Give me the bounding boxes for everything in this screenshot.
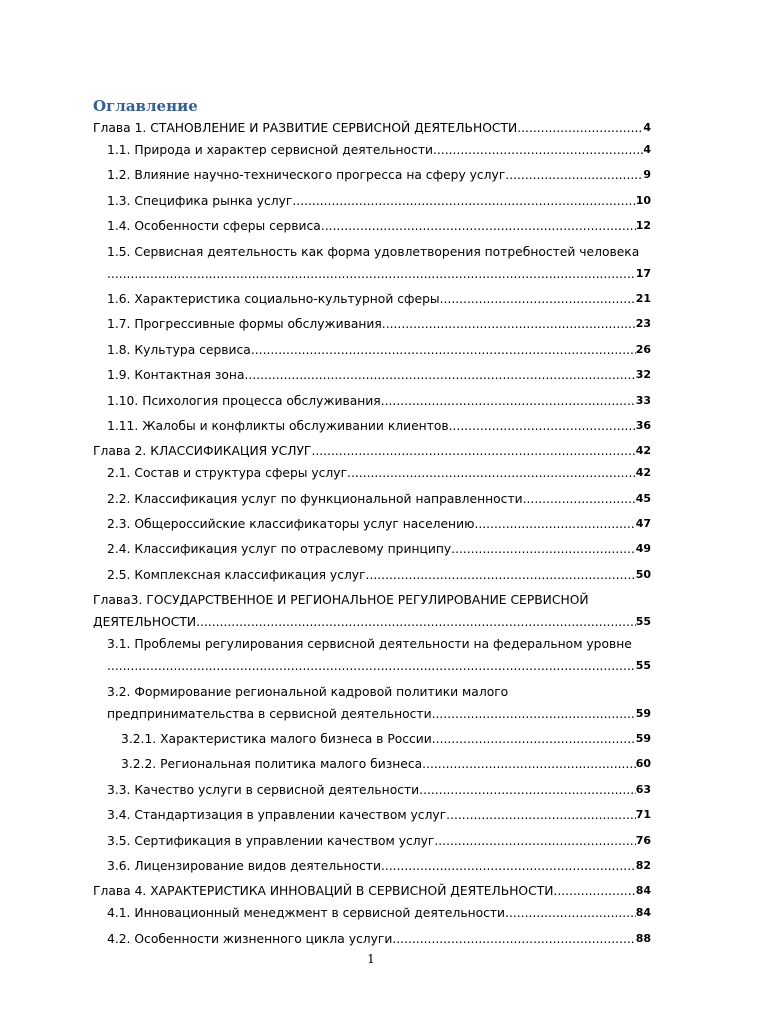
dot-leader xyxy=(553,880,635,902)
toc-entry-text: Глава 4. ХАРАКТЕРИСТИКА ИННОВАЦИЙ В СЕРВИСНОЙ ДЕЯТЕЛЬНОСТИ xyxy=(93,884,554,899)
toc-entry[interactable] xyxy=(107,513,651,535)
toc-entry[interactable] xyxy=(107,564,651,586)
toc-page-number: 10 xyxy=(635,193,651,207)
toc-entry[interactable] xyxy=(93,440,651,462)
toc-entry-text: ДЕЯТЕЛЬНОСТИ xyxy=(93,615,197,630)
toc-entry-text: 3.2.1. Характеристика малого бизнеса в России xyxy=(121,732,432,747)
toc-entry[interactable] xyxy=(107,830,651,852)
toc-entry-text: 1.9. Контактная зона xyxy=(107,368,245,383)
toc-page-number: 26 xyxy=(635,342,651,356)
toc-entry-line: Глава3. ГОСУДАРСТВЕННОЕ И РЕГИОНАЛЬНОЕ РЕГУЛИРОВАНИЕ СЕРВИСНОЙ xyxy=(93,593,589,608)
dot-leader xyxy=(432,728,636,750)
toc-entry[interactable] xyxy=(107,364,651,386)
toc-entry-text: 1.4. Особенности сферы сервиса xyxy=(107,219,321,234)
toc-entry-text: предпринимательства в сервисной деятельности xyxy=(107,706,432,721)
toc-entry[interactable] xyxy=(107,139,651,161)
dot-leader xyxy=(432,703,636,725)
toc-entry[interactable] xyxy=(93,117,651,139)
toc-entry[interactable] xyxy=(107,928,651,950)
toc-entry[interactable] xyxy=(107,779,651,801)
page-number: 1 xyxy=(367,952,375,966)
toc-entry-text: 1.8. Культура сервиса xyxy=(107,342,251,357)
toc-page-number: 50 xyxy=(635,567,651,581)
toc-page-number: 63 xyxy=(635,782,651,796)
toc-entry[interactable] xyxy=(107,190,651,212)
toc-entry-text: 4.1. Инновационный менеджмент в сервисной деятельности xyxy=(107,906,506,921)
toc-entry-text: 1.3. Специфика рынка услуг xyxy=(107,193,293,208)
toc-page-number: 59 xyxy=(635,732,651,746)
toc-entry-text: 3.2.2. Региональная политика малого бизнеса xyxy=(121,757,423,772)
toc-page-number: 42 xyxy=(635,466,651,480)
toc-entry-text: 3.3. Качество услуги в сервисной деятельности xyxy=(107,782,420,797)
toc-page-number: 84 xyxy=(635,884,651,898)
toc-entry[interactable] xyxy=(107,462,651,484)
toc-page-number: 17 xyxy=(635,266,651,280)
dot-leader xyxy=(244,364,635,386)
dot-leader xyxy=(523,488,636,510)
toc-entry[interactable] xyxy=(107,339,651,361)
toc-entry-text: 2.4. Классификация услуг по отраслевому принципу xyxy=(107,542,452,557)
toc-entry[interactable] xyxy=(121,728,651,750)
toc-page-number: 55 xyxy=(635,615,651,629)
toc-page-number: 9 xyxy=(643,168,651,182)
dot-leader xyxy=(382,313,636,335)
toc-page-number: 60 xyxy=(635,757,651,771)
toc-entry-line: 3.1. Проблемы регулирования сервисной деятельности на федеральном уровне xyxy=(107,637,632,652)
toc-entry-text: 3.4. Стандартизация в управлении качеством услуг xyxy=(107,808,447,823)
toc-page-number: 88 xyxy=(635,931,651,945)
dot-leader xyxy=(474,513,635,535)
toc-page-number: 21 xyxy=(635,291,651,305)
toc-entry-text: 1.7. Прогрессивные формы обслуживания xyxy=(107,317,382,332)
toc-entry[interactable] xyxy=(107,488,651,510)
toc-entries xyxy=(93,117,651,950)
toc-entry-text: 2.3. Общероссийские классификаторы услуг населению xyxy=(107,517,475,532)
dot-leader xyxy=(517,117,643,139)
dot-leader xyxy=(440,288,636,310)
toc-entry-text: Глава 2. КЛАССИФИКАЦИЯ УСЛУГ xyxy=(93,444,312,459)
dot-leader xyxy=(449,415,636,437)
toc-entry-text: 2.2. Классификация услуг по функциональной направленности xyxy=(107,491,523,506)
toc-entry-text: 1.6. Характеристика социально-культурной сферы xyxy=(107,291,440,306)
toc-entry[interactable] xyxy=(107,538,651,560)
toc-entry-text: 4.2. Особенности жизненного цикла услуги xyxy=(107,931,393,946)
toc-page-number: 42 xyxy=(635,444,651,458)
toc-entry[interactable] xyxy=(107,313,651,335)
toc-entry-text: 1.2. Влияние научно-технического прогресса на сферу услуг xyxy=(107,168,506,183)
toc-page-number: 4 xyxy=(643,121,651,134)
toc-entry[interactable] xyxy=(107,390,651,412)
toc-entry-text: 2.1. Состав и структура сферы услуг xyxy=(107,466,348,481)
dot-leader xyxy=(107,263,636,285)
toc-page-number: 4 xyxy=(643,143,651,156)
toc-entry[interactable] xyxy=(107,415,651,437)
toc-entry[interactable] xyxy=(107,804,651,826)
toc-heading: Оглавление xyxy=(93,97,198,115)
dot-leader xyxy=(311,440,635,462)
dot-leader xyxy=(434,830,635,852)
toc-page-number: 55 xyxy=(635,659,651,673)
dot-leader xyxy=(392,928,635,950)
dot-leader xyxy=(107,655,636,677)
dot-leader xyxy=(505,164,643,186)
toc-page-number: 36 xyxy=(635,418,651,432)
toc-entry[interactable] xyxy=(107,703,651,725)
dot-leader xyxy=(419,779,636,801)
toc-page-number: 47 xyxy=(635,517,651,531)
toc-page-number: 76 xyxy=(635,833,651,847)
toc-entry-text: 1.1. Природа и характер сервисной деятельности xyxy=(107,143,433,157)
toc-entry-text: 1.11. Жалобы и конфликты обслуживании клиентов xyxy=(107,418,449,433)
table-of-contents xyxy=(93,95,651,953)
toc-page-number: 71 xyxy=(635,808,651,822)
toc-entry[interactable] xyxy=(93,611,651,633)
toc-entry-text: Глава 1. СТАНОВЛЕНИЕ И РАЗВИТИЕ СЕРВИСНОЙ ДЕЯТЕЛЬНОСТИ xyxy=(93,121,518,135)
toc-page-number: 59 xyxy=(635,706,651,720)
toc-entry-text: 2.5. Комплексная классификация услуг xyxy=(107,567,366,582)
toc-entry[interactable] xyxy=(107,164,651,186)
dot-leader xyxy=(381,390,636,412)
dot-leader xyxy=(451,538,636,560)
dot-leader xyxy=(381,855,636,877)
toc-page-number: 49 xyxy=(635,542,651,556)
toc-page-number: 45 xyxy=(635,491,651,505)
dot-leader xyxy=(292,190,635,212)
toc-page-number: 23 xyxy=(635,317,651,331)
toc-page-number: 82 xyxy=(635,858,651,872)
toc-entry[interactable] xyxy=(121,753,651,775)
dot-leader xyxy=(422,753,636,775)
dot-leader xyxy=(347,462,636,484)
toc-entry[interactable] xyxy=(107,655,651,677)
dot-leader xyxy=(196,611,636,633)
dot-leader xyxy=(251,339,636,361)
toc-entry[interactable] xyxy=(93,880,651,902)
toc-page-number: 33 xyxy=(635,393,651,407)
dot-leader xyxy=(433,139,643,161)
toc-entry[interactable] xyxy=(107,902,651,924)
toc-page-number: 12 xyxy=(635,219,651,233)
toc-entry-line: 1.5. Сервисная деятельность как форма удовлетворения потребностей человека xyxy=(107,244,640,259)
dot-leader xyxy=(446,804,636,826)
toc-entry-text: 3.6. Лицензирование видов деятельности xyxy=(107,858,381,873)
toc-entry[interactable] xyxy=(107,288,651,310)
toc-entry[interactable] xyxy=(107,855,651,877)
dot-leader xyxy=(366,564,636,586)
dot-leader xyxy=(505,902,636,924)
toc-page-number: 32 xyxy=(635,368,651,382)
toc-entry[interactable] xyxy=(107,215,651,237)
dot-leader xyxy=(321,215,636,237)
toc-entry[interactable] xyxy=(107,263,651,285)
toc-entry-line: 3.2. Формирование региональной кадровой политики малого xyxy=(107,684,509,699)
toc-entry-text: 1.10. Психология процесса обслуживания xyxy=(107,393,381,408)
toc-page-number: 84 xyxy=(635,906,651,920)
toc-entry-text: 3.5. Сертификация в управлении качеством услуг xyxy=(107,833,435,848)
